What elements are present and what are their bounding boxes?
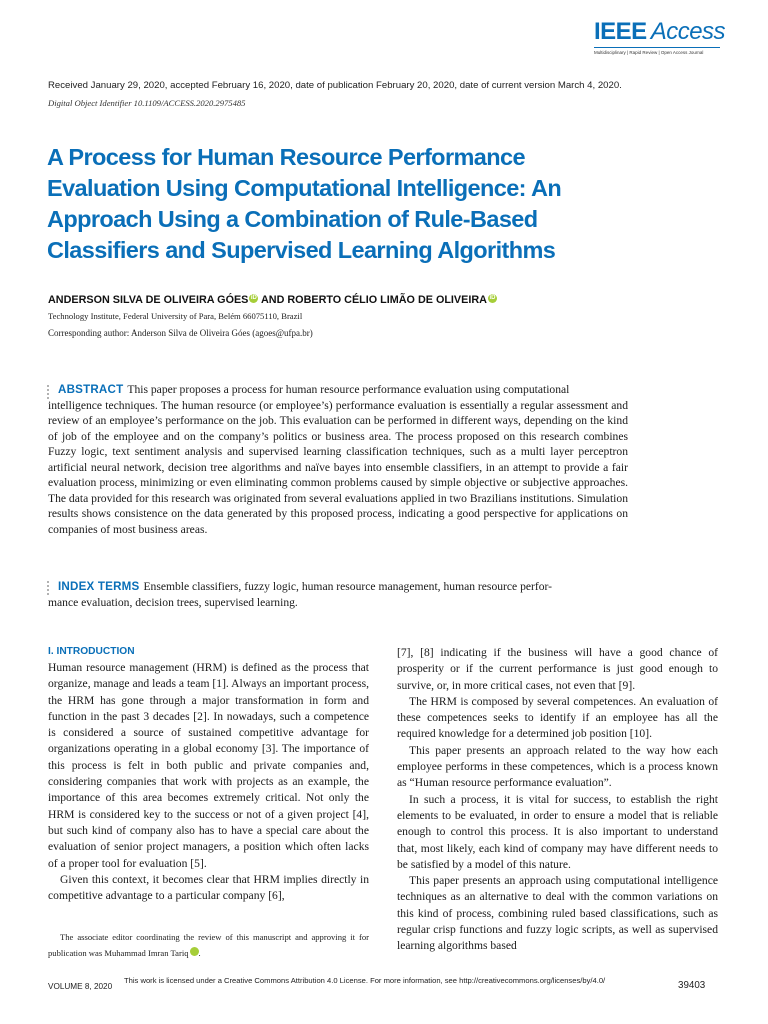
footer-license: This work is licensed under a Creative Commons Attribution 4.0 License. For more information, see http://creativecommons.org/licenses/by/4.0/ [124, 976, 606, 985]
index-terms-rest: mance evaluation, decision trees, supervised learning. [48, 595, 298, 609]
body-paragraph: This paper presents an approach related to the way how each employee performs in these competences, which is a process known as “Human resource performance evaluation”. [397, 743, 718, 790]
author-second: AND ROBERTO CÉLIO LIMÃO DE OLIVEIRA [260, 294, 487, 306]
logo-tagline: Multidisciplinary | Rapid Review | Open Access Journal [594, 50, 704, 55]
index-terms [48, 579, 628, 610]
author-first: ANDERSON SILVA DE OLIVEIRA GÓES [48, 294, 249, 306]
body-paragraph: In such a process, it is vital for success, to establish the right elements to be evaluated, in order to ensure a model that is reliable enough to control this process. It is also important to understand that, most likely, each kind of company may have different needs to be satisfied by a model of this nature. [397, 792, 718, 871]
corresponding-author: Corresponding author: Anderson Silva de Oliveira Góes (agoes@ufpa.br) [48, 328, 313, 338]
title-line: Classifiers and Supervised Learning Algorithms [47, 237, 556, 263]
orcid-icon[interactable]: iD [250, 295, 257, 301]
body-paragraph: [7], [8] indicating if the business will have a good chance of prosperity or if the current performance is just good enough to survive, or, in more critical cases, not even that [9]. [397, 646, 718, 692]
affiliation: Technology Institute, Federal University of Para, Belém 66075110, Brazil [48, 311, 303, 321]
title-line: Approach Using a Combination of Rule-Based [47, 206, 538, 232]
logo-divider [594, 47, 720, 48]
body-paragraph: Human resource management (HRM) is defined as the process that organize, manage and leads a team [1]. Always an important process, the HRM has gone through a major transformation in form and function in the past 3 decades [2]. In nowadays, such a competence is considered a source of sustained competitive advantage for organizations operating in a global economy [3]. The importance of this process is felt in both public and private companies and, considering companies that work with projects as an example, the importance of this area becomes extremely critical. Not only the HRM is considered key to the success or not of a given project [4], but such kind of company also has to have a special care about the evaluation of senior project managers, a position which often lacks of a proper tool for evaluation [5]. [48, 661, 369, 870]
index-terms-label: INDEX TERMS [58, 580, 140, 593]
left-column [48, 645, 369, 904]
page-number: 39403 [678, 980, 706, 991]
footnote-text: The associate editor coordinating the review of this manuscript and approving it for publication was Muhammad Imran Tariq [48, 932, 369, 958]
logo-access-text: Access [650, 18, 726, 45]
body-paragraph: This paper presents an approach using computational intelligence techniques as an alternative to deal with the common variations on this kind of process, combining ruled based classifications, such as regular crisp functions and fuzzy logic scripts, as well as supervised learning algorithms based [397, 874, 718, 953]
orcid-icon[interactable]: iD [489, 295, 496, 301]
author-list [48, 293, 497, 307]
abstract [48, 382, 628, 537]
editor-footnote: The associate editor coordinating the review of this manuscript and approving it for publication was Muhammad Imran Tariq iD. [48, 932, 369, 958]
index-terms-first-line: Ensemble classifiers, fuzzy logic, human resource management, human resource perfor- [143, 580, 553, 593]
paper-title [47, 142, 687, 266]
title-line: A Process for Human Resource Performance [47, 144, 525, 170]
right-column [397, 645, 718, 955]
abstract-body: intelligence techniques. The human resource (or employee’s) performance evaluation is essentially a regular assessment and review of an employee’s performance on the job. This evaluation can be performed in different ways, depending on the kind of job of the employee and on the company’s politics or business area. The process proposed on this research combines Fuzzy logic, text sentiment analysis and supervised learning classification techniques, such as a multi layer perceptron artificial neural network, decision tree algorithms and naïve bayes into ensemble classifiers, in an attempt to provide a fair evaluation process, minimizing or even eliminating common problems caused by simple objective or subjective approaches. The data provided for this research was originated from several evaluations applied in two Brazilians institutions. Simulation results shows consistence on the data generated by this proposed process, indicating a good perspective for applications on companies of most business areas. [48, 398, 628, 536]
section-heading: I. INTRODUCTION [48, 646, 135, 657]
doi: Digital Object Identifier 10.1109/ACCESS.2020.2975485 [48, 98, 246, 108]
orcid-icon[interactable]: iD [190, 947, 199, 956]
logo-wordmark [594, 20, 724, 44]
body-paragraph: Given this context, it becomes clear that HRM implies directly in competitive advantage to a particular company [6], [48, 872, 369, 903]
footer-volume: VOLUME 8, 2020 [48, 982, 113, 991]
logo-ieee-text: IEEE [594, 18, 647, 45]
body-paragraph: The HRM is composed by several competences. An evaluation of these competences seeks to identify if an employee has all the required knowledge for a determined job position [10]. [397, 694, 718, 741]
abstract-first-line: This paper proposes a process for human resource performance evaluation using computational [127, 383, 570, 396]
ieee-access-logo [594, 20, 724, 55]
abstract-label: ABSTRACT [58, 383, 124, 396]
title-line: Evaluation Using Computational Intelligence: An [47, 175, 562, 201]
received-dates: Received January 29, 2020, accepted February 16, 2020, date of publication February 20, 2020, date of current version March 4, 2020. [48, 80, 622, 91]
